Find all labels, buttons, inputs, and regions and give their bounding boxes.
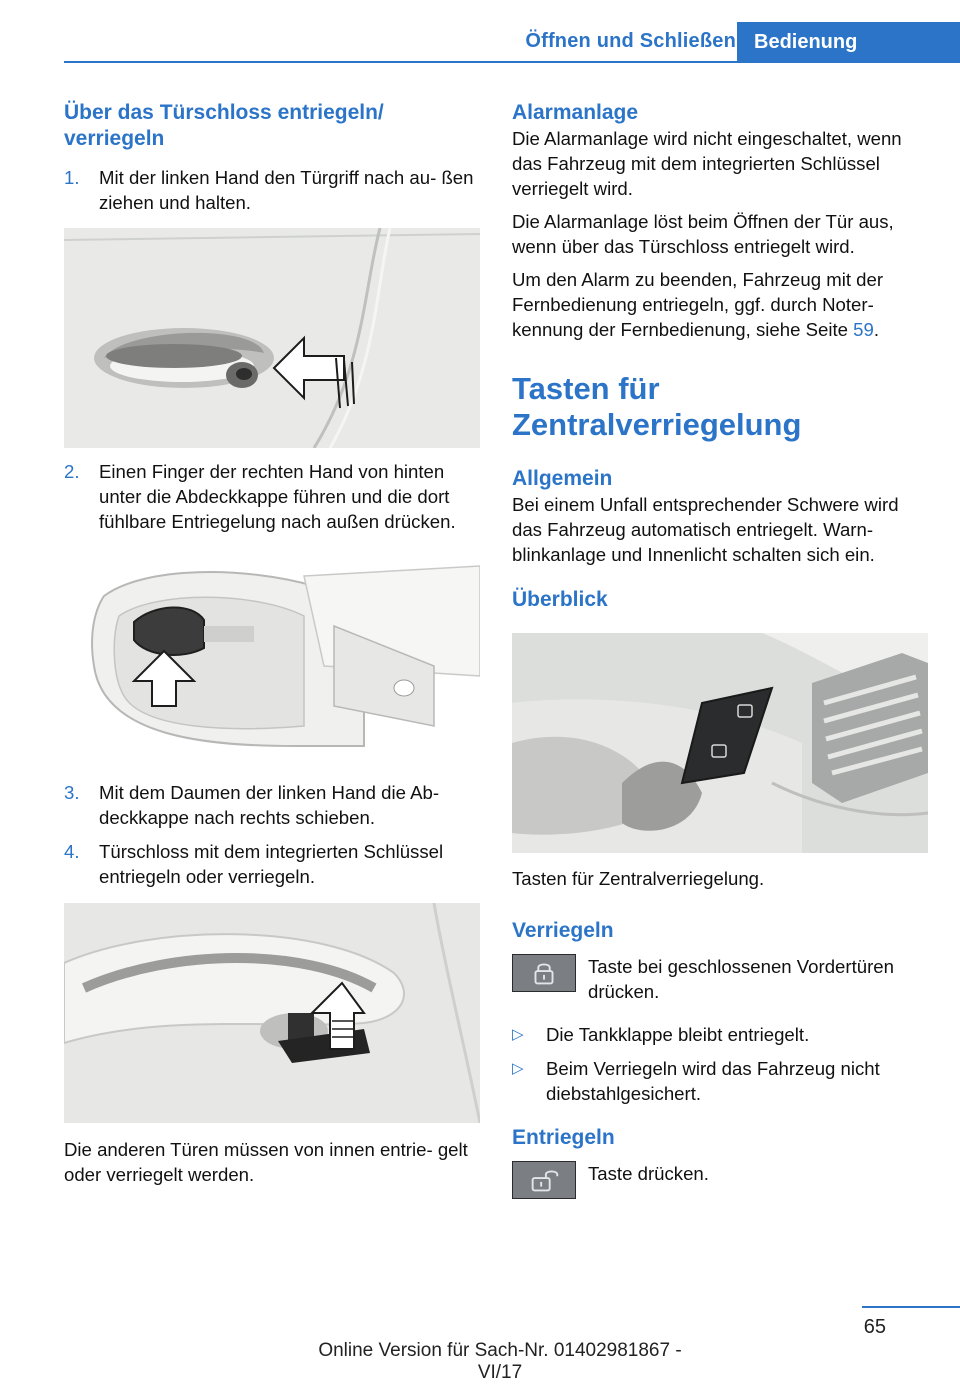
lock-heading: Verriegeln (512, 919, 614, 942)
key-in-lock-figure (64, 903, 480, 1123)
footer-divider (862, 1306, 960, 1308)
step-number: 4. (64, 841, 80, 862)
lock-note-text: Beim Verriegeln wird das Fahrzeug nicht diebstahlgesichert. (546, 1058, 880, 1104)
step-3 (64, 780, 482, 830)
alarm-p3-text: Um den Alarm zu beenden, Fahrzeug mit der Fernbedienung entriegeln, ggf. durch Noter‐ kennung der Fernbedienung, siehe Seite (512, 269, 884, 340)
header-divider (64, 61, 960, 63)
lock-note-item (512, 1022, 932, 1047)
step-1 (64, 165, 482, 215)
door-handle-figure (64, 228, 480, 448)
closing-note: Die anderen Türen müssen von innen entrie‐ gelt oder verriegelt werden. (64, 1139, 468, 1185)
page-59-link[interactable]: 59 (853, 319, 874, 340)
steps-list-c (64, 780, 482, 889)
step-text: Türschloss mit dem integrierten Schlüssel entriegeln oder verriegeln. (99, 841, 444, 887)
section-title: Öffnen und Schließen (525, 30, 736, 52)
lock-notes-list (512, 1022, 932, 1106)
page-header (0, 0, 960, 62)
triangle-bullet-icon: ▷ (512, 1060, 524, 1077)
step-number: 1. (64, 167, 80, 188)
steps-list-b (64, 459, 482, 534)
step-text: Mit der linken Hand den Türgriff nach au‐ ßen ziehen und halten. (99, 167, 474, 213)
step-4 (64, 839, 482, 889)
right-column (512, 100, 932, 1201)
online-version-note: Online Version für Sach-Nr. 01402981867 - VI/17 (318, 1340, 682, 1383)
step-text: Einen Finger der rechten Hand von hinten unter die Abdeckkappe führen und die dort fühlbare Entriegelung nach außen drücken. (99, 461, 456, 532)
general-heading: Allgemein (512, 467, 613, 490)
unlock-heading: Entriegeln (512, 1126, 615, 1149)
cover-cap-figure (64, 556, 480, 756)
unlock-key-row (512, 1161, 932, 1201)
triangle-bullet-icon: ▷ (512, 1026, 524, 1043)
step-number: 3. (64, 782, 80, 803)
alarm-heading: Alarmanlage (512, 101, 639, 124)
left-column (64, 100, 482, 1187)
central-locking-figure (512, 633, 928, 853)
chapter-tab: Bedienung (737, 22, 960, 62)
step-number: 2. (64, 461, 80, 482)
page-number: 65 (863, 1316, 886, 1338)
overview-heading: Überblick (512, 588, 608, 611)
unlock-icon (512, 1161, 576, 1199)
alarm-paragraph-2: Die Alarmanlage löst beim Öffnen der Tür aus, wenn über das Türschloss entriegelt wird. (512, 211, 894, 257)
alarm-paragraph-3 (512, 267, 932, 342)
lock-note-item (512, 1056, 932, 1106)
step-text: Mit dem Daumen der linken Hand die Ab‐ deckkappe nach rechts schieben. (99, 782, 440, 828)
alarm-p3-end: . (873, 319, 879, 340)
lock-key-row (512, 954, 932, 1004)
steps-list-a (64, 165, 482, 215)
lock-note-text: Die Tankklappe bleibt entriegelt. (546, 1024, 810, 1045)
general-text: Bei einem Unfall entsprechender Schwere wird das Fahrzeug automatisch entriegelt. Warn‐ blinkanlage und Innenlicht schalten sich ein. (512, 494, 899, 565)
lock-instruction: Taste bei geschlossenen Vordertüren drücken. (588, 956, 894, 1002)
alarm-paragraph-1: Die Alarmanlage wird nicht eingeschaltet, wenn das Fahrzeug mit dem integrierten Schlüssel verriegelt wird. (512, 128, 902, 199)
figure-caption: Tasten für Zentralverriegelung. (512, 868, 765, 889)
unlock-instruction: Taste drücken. (588, 1163, 709, 1184)
central-locking-heading: Tasten für Zentralverriegelung (512, 371, 802, 442)
step-2 (64, 459, 482, 534)
door-lock-heading: Über das Türschloss entriegeln/ verriegeln (64, 101, 384, 150)
lock-icon (512, 954, 576, 992)
